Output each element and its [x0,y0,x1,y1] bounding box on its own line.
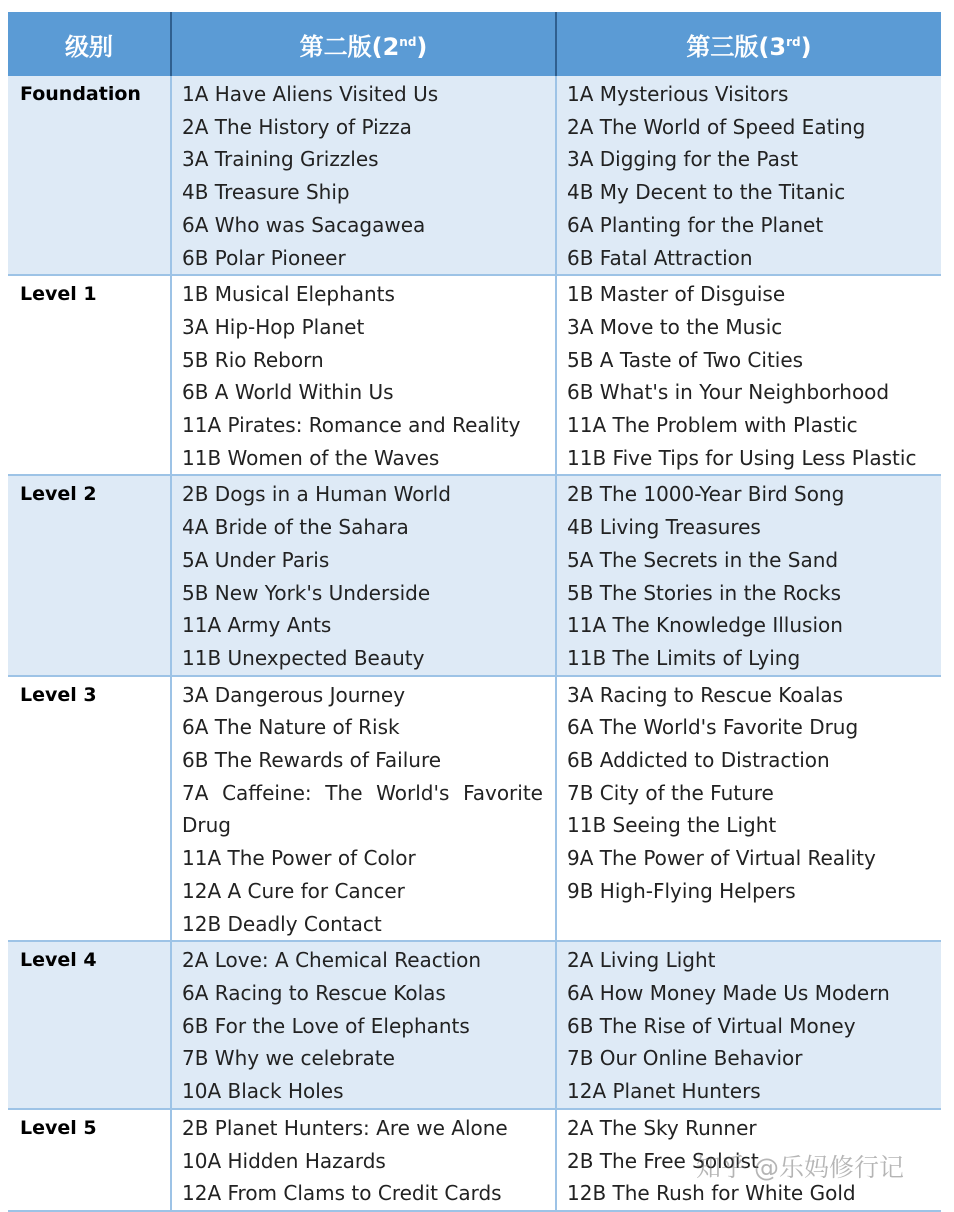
level-cell: Level 2 [8,475,171,675]
unit-title: 3A Training Grizzles [182,147,379,172]
header-third-edition: 第三版(3rd) [556,12,941,76]
unit-title: 11A Army Ants [182,613,332,638]
unit-title: 2B Dogs in a Human World [182,482,451,507]
level-cell: Level 5 [8,1109,171,1211]
unit-title: 6B For the Love of Elephants [182,1013,470,1038]
third-edition-cell [556,941,941,1109]
unit-title: 11B Women of the Waves [182,445,440,470]
level-cell: Level 4 [8,941,171,1109]
second-edition-cell [171,941,556,1109]
third-edition-cell [556,475,941,675]
second-edition-cell [171,475,556,675]
unit-title: 6B The Rise of Virtual Money [567,1013,856,1038]
table-body [8,76,941,1211]
unit-title: 1B Master of Disguise [567,282,786,307]
unit-title: 1A Have Aliens Visited Us [182,82,439,106]
unit-title: 7B City of the Future [567,780,774,805]
unit-title: 5B A Taste of Two Cities [567,347,804,372]
unit-title: 10A Hidden Hazards [182,1148,386,1173]
table-row [8,76,941,275]
unit-title: 5A Under Paris [182,547,330,572]
unit-title: 2B The Free Soloist [567,1148,759,1173]
unit-title: 6B A World Within Us [182,380,394,405]
unit-title: Drug [182,813,231,838]
unit-title: 10A Black Holes [182,1079,344,1104]
unit-title: 2A Living Light [567,948,716,973]
unit-title: 1B Musical Elephants [182,282,395,307]
table-header [8,12,941,76]
unit-title: 2A The World of Speed Eating [567,114,866,139]
unit-title: 6A Planting for the Planet [567,212,824,237]
unit-title: 11A The Problem with Plastic [567,413,858,438]
header-level: 级别 [8,12,171,76]
unit-title: 6A The Nature of Risk [182,715,400,740]
unit-title: 11A The Power of Color [182,846,416,871]
watermark-text: 知乎 @乐妈修行记 [696,1153,904,1182]
second-edition-cell [171,676,556,942]
unit-title: 3A Racing to Rescue Koalas [567,682,844,707]
unit-title: 4B Living Treasures [567,515,761,540]
unit-title: 3A Digging for the Past [567,147,799,172]
second-edition-cell [171,275,556,475]
unit-title: 5B New York's Underside [182,580,431,605]
unit-title: 5B The Stories in the Rocks [567,580,841,605]
header-second-edition: 第二版(2nd) [171,12,556,76]
unit-title: 7B Why we celebrate [182,1046,395,1071]
unit-title: 12A Planet Hunters [567,1079,761,1104]
unit-title: 5A The Secrets in the Sand [567,547,839,572]
unit-title: 5B Rio Reborn [182,347,324,372]
unit-title: 1A Mysterious Visitors [567,82,789,106]
table-row [8,275,941,475]
level-cell: Level 1 [8,275,171,475]
unit-title: 11B Unexpected Beauty [182,645,425,670]
unit-title: 4B My Decent to the Titanic [567,180,846,205]
unit-title: 9A The Power of Virtual Reality [567,846,876,871]
unit-title: 4A Bride of the Sahara [182,515,409,540]
level-cell: Foundation [8,76,171,275]
editions-table [8,12,941,1212]
unit-title: 4B Treasure Ship [182,180,350,205]
unit-title: 6B What's in Your Neighborhood [567,380,890,405]
unit-title: 2A Love: A Chemical Reaction [182,948,482,973]
unit-title: 6B Polar Pioneer [182,245,346,270]
second-edition-cell [171,1109,556,1211]
second-edition-cell [171,76,556,275]
unit-title: 6A The World's Favorite Drug [567,715,859,740]
unit-title: 6A How Money Made Us Modern [567,980,890,1005]
unit-title: 9B High-Flying Helpers [567,878,796,903]
unit-title: 2A The Sky Runner [567,1115,757,1140]
table-row [8,676,941,942]
unit-title: 11A The Knowledge Illusion [567,613,843,638]
unit-title: 2B Planet Hunters: Are we Alone [182,1115,508,1140]
third-edition-cell [556,76,941,275]
unit-title: 3A Hip-Hop Planet [182,314,365,339]
table-row [8,475,941,675]
unit-title: 2B The 1000-Year Bird Song [567,482,845,507]
unit-title: 11B The Limits of Lying [567,645,801,670]
unit-title: 12B The Rush for White Gold [567,1181,856,1206]
unit-title: 7A Caffeine: The World's Favorite [182,780,543,805]
unit-title: 6B Addicted to Distraction [567,748,830,773]
unit-title: 12B Deadly Contact [182,911,382,936]
unit-title: 6A Who was Sacagawea [182,212,426,237]
unit-title: 3A Dangerous Journey [182,682,406,707]
third-edition-cell [556,676,941,942]
unit-title: 7B Our Online Behavior [567,1046,803,1071]
unit-title: 6A Racing to Rescue Kolas [182,980,446,1005]
unit-title: 6B Fatal Attraction [567,245,753,270]
unit-title: 12A A Cure for Cancer [182,878,405,903]
third-edition-cell [556,275,941,475]
unit-title: 6B The Rewards of Failure [182,748,442,773]
unit-title: 2A The History of Pizza [182,114,412,139]
unit-title: 11B Five Tips for Using Less Plastic [567,445,917,470]
unit-title: 11A Pirates: Romance and Reality [182,413,521,438]
table-row [8,941,941,1109]
unit-title: 12A From Clams to Credit Cards [182,1181,502,1206]
unit-title: 3A Move to the Music [567,314,783,339]
level-cell: Level 3 [8,676,171,942]
unit-title: 11B Seeing the Light [567,813,777,838]
